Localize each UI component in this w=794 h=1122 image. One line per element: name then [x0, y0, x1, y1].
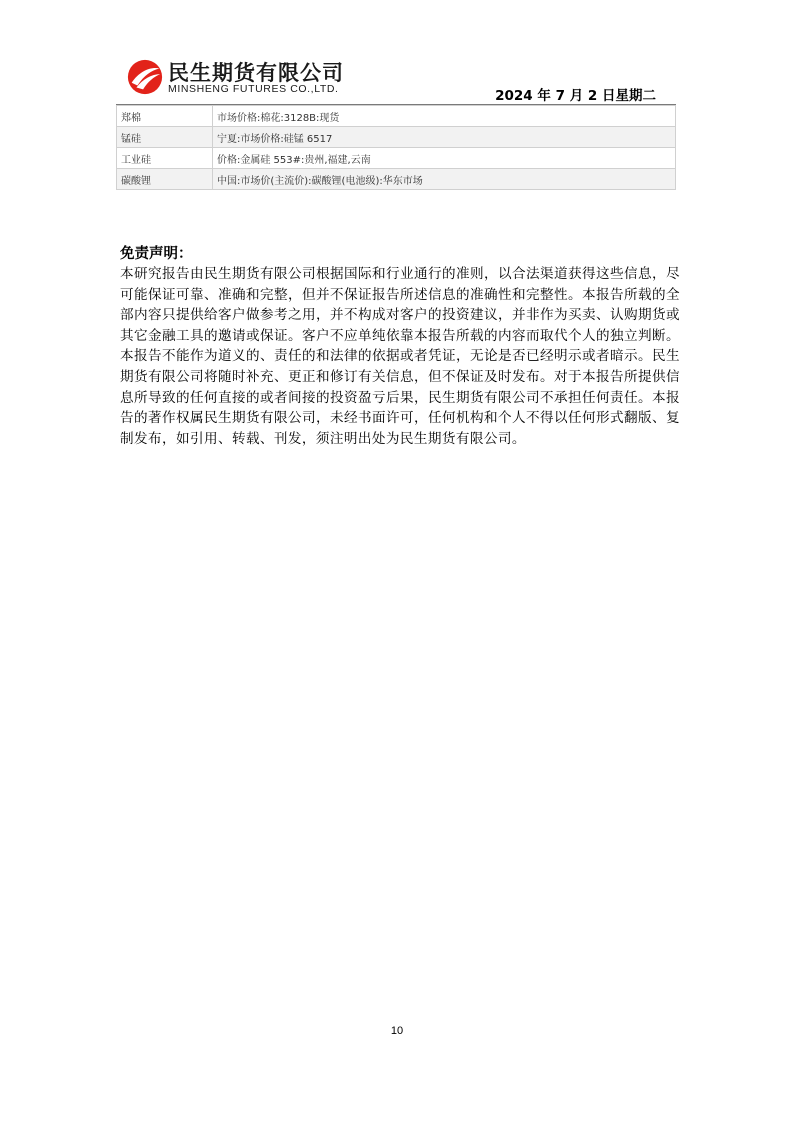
page-number: 10	[390, 1025, 404, 1037]
table-cell-source: 中国:市场价(主流价):碳酸锂(电池级):华东市场	[213, 169, 676, 190]
table-row	[117, 169, 676, 190]
table-row	[117, 148, 676, 169]
page-header	[122, 58, 674, 104]
table-row	[117, 127, 676, 148]
table-cell-name: 工业硅	[117, 148, 213, 169]
data-source-table	[116, 105, 676, 190]
disclaimer-title: 免责声明：	[120, 246, 193, 262]
report-date: 2024 年 7 月 2 日星期二	[495, 88, 656, 104]
table-row	[117, 106, 676, 127]
table-cell-source: 宁夏:市场价格:硅锰 6517	[213, 127, 676, 148]
table-cell-name: 碳酸锂	[117, 169, 213, 190]
minsheng-logo-icon	[126, 58, 164, 96]
table-cell-name: 郑棉	[117, 106, 213, 127]
company-name-en: MINSHENG FUTURES CO.,LTD.	[168, 83, 339, 95]
table-cell-source: 市场价格:棉花:3128B:现货	[213, 106, 676, 127]
company-name-cn: 民生期货有限公司	[168, 61, 344, 85]
disclaimer-section	[120, 244, 680, 449]
table-cell-name: 锰硅	[117, 127, 213, 148]
table-cell-source: 价格:金属硅 553#:贵州,福建,云南	[213, 148, 676, 169]
disclaimer-body: 本研究报告由民生期货有限公司根据国际和行业通行的准则，以合法渠道获得这些信息，尽可能保证可靠、准确和完整，但并不保证报告所述信息的准确性和完整性。本报告所载的全部内容只提供给客户做参考之用，并不构成对客户的投资建议，并非作为买卖、认购期货或其它金融工具的邀请或保证。客户不应单纯依靠本报告所载的内容而取代个人的独立判断。本报告不能作为道义的、责任的和法律的依据或者凭证，无论是否已经明示或者暗示。民生期货有限公司将随时补充、更正和修订有关信息，但不保证及时发布。对于本报告所提供信息所导致的任何直接的或者间接的投资盈亏后果，民生期货有限公司不承担任何责任。本报告的著作权属民生期货有限公司，未经书面许可，任何机构和个人不得以任何形式翻版、复制发布，如引用、转载、刊发，须注明出处为民生期货有限公司。	[120, 266, 680, 447]
